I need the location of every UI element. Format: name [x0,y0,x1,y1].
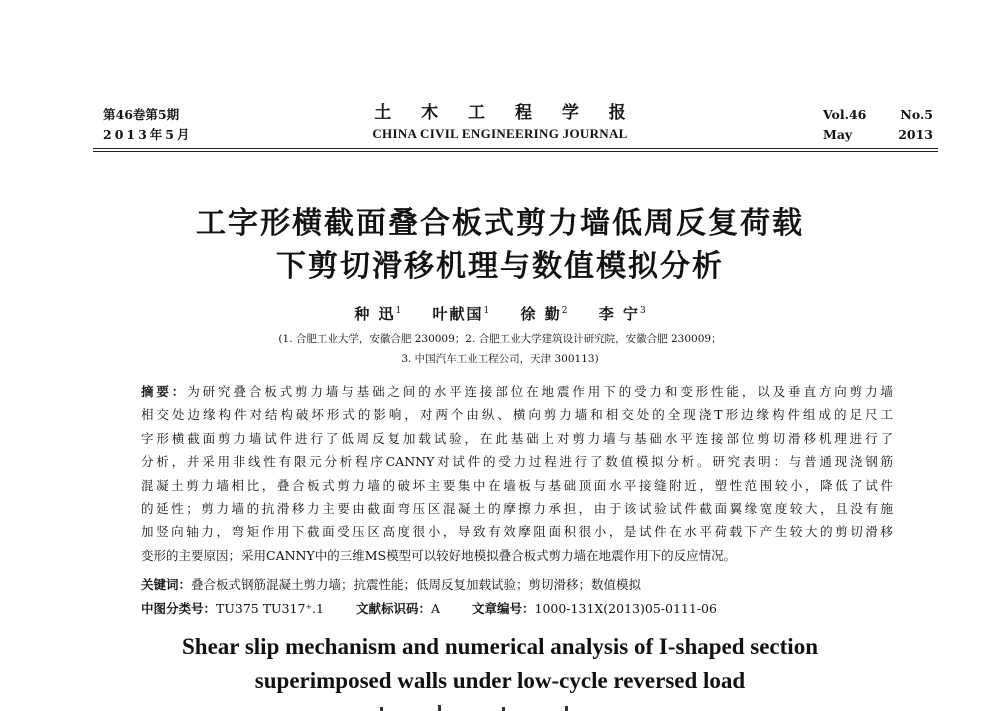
year-en: 2013 [898,127,933,142]
abstract-line: 混凝土剪力墙相比，叠合板式剪力墙的破坏主要集中在墙板与基础顶面水平接缝附近，塑性范围较小，降低了试件 [141,477,893,493]
paper-title-cn [0,202,1000,288]
cut-off-text-fragment [360,703,640,711]
abstract-line: 字形横截面剪力墙试件进行了低周反复加载试验，在此基础上对剪力墙与基础水平连接部位剪切滑移机理进行了 [141,430,893,446]
keywords-label: 关键词： [141,577,192,592]
author: 李 宁$^3$ [598,305,646,323]
header-rule-thin [93,151,938,152]
author-list [0,303,1000,324]
title-en-line2: superimposed walls under low-cycle reversed load [254,668,746,693]
document-code: 文献标识码：A [355,601,441,616]
author: 种 迅$^1$ [354,305,402,323]
date-cn: 2013年5月 [103,127,193,142]
abstract-line: 分析，并采用非线性有限元分析程序CANNY对试件的受力过程进行了数值模拟分析。研究表明：与普通现浇钢筋 [141,454,893,470]
classification-codes [141,598,901,620]
abstract-line: 加竖向轴力，弯矩作用下截面受压区高度很小，导致有效摩阻面积很小，是试件在水平荷载下产生较大的剪切滑移 [141,524,893,540]
title-en-line1: Shear slip mechanism and numerical analysis of I-shaped section [182,634,818,659]
abstract-line: 的延性；剪力墙的抗滑移力主要由截面弯压区混凝土的摩擦力承担，由于该试验试件截面翼缘宽度较大，且没有施 [141,501,893,517]
title-cn-line2: 下剪切滑移机理与数值模拟分析 [276,249,724,284]
clc-code: 中图分类号：TU375 TU317⁺.1 [141,601,324,616]
journal-name-cn: 土 木 工 程 学 报 [374,103,638,123]
volume-en: Vol.46 [823,107,867,122]
abstract-line: 摘要：为研究叠合板式剪力墙与基础之间的水平连接部位在地震作用下的受力和变形性能，以及垂直方向剪力墙 [141,384,893,399]
month-en: May [823,127,853,142]
header-rule-thick [93,148,938,149]
article-number: 文章编号：1000-131X(2013)05-0111-06 [472,601,717,616]
paper-title-en [0,630,1000,698]
abstract-line: 相交处边缘构件对结构破坏形式的影响，对两个由纵、横向剪力墙和相交处的全现浇T形边缘构件组成的足尺工 [141,407,893,423]
abstract-label: 摘要： [141,384,188,399]
affiliation-line2: 3. 中国汽车工业工程公司，天津 300113) [401,353,599,365]
author: 叶献国$^1$ [432,305,490,323]
author: 徐 勤$^2$ [520,305,568,323]
volume-issue-cn: 第46卷第5期 [103,107,180,122]
abstract [141,380,893,567]
affiliation-line1: (1. 合肥工业大学，安徽合肥 230009；2. 合肥工业大学建筑设计研究院，安徽合肥 230009； [278,333,722,345]
keywords-text: 叠合板式钢筋混凝土剪力墙；抗震性能；低周反复加载试验；剪切滑移；数值模拟 [191,577,642,592]
abstract-line: 变形的主要原因；采用CANNY中的三维MS模型可以较好地模拟叠合板式剪力墙在地震作用下的反应情况。 [141,547,737,563]
journal-name-en: CHINA CIVIL ENGINEERING JOURNAL [372,126,628,141]
title-cn-line1: 工字形横截面叠合板式剪力墙低周反复荷载 [196,206,804,241]
keywords [141,574,641,596]
number-en: No.5 [900,107,933,122]
journal-issue-en [823,105,933,145]
